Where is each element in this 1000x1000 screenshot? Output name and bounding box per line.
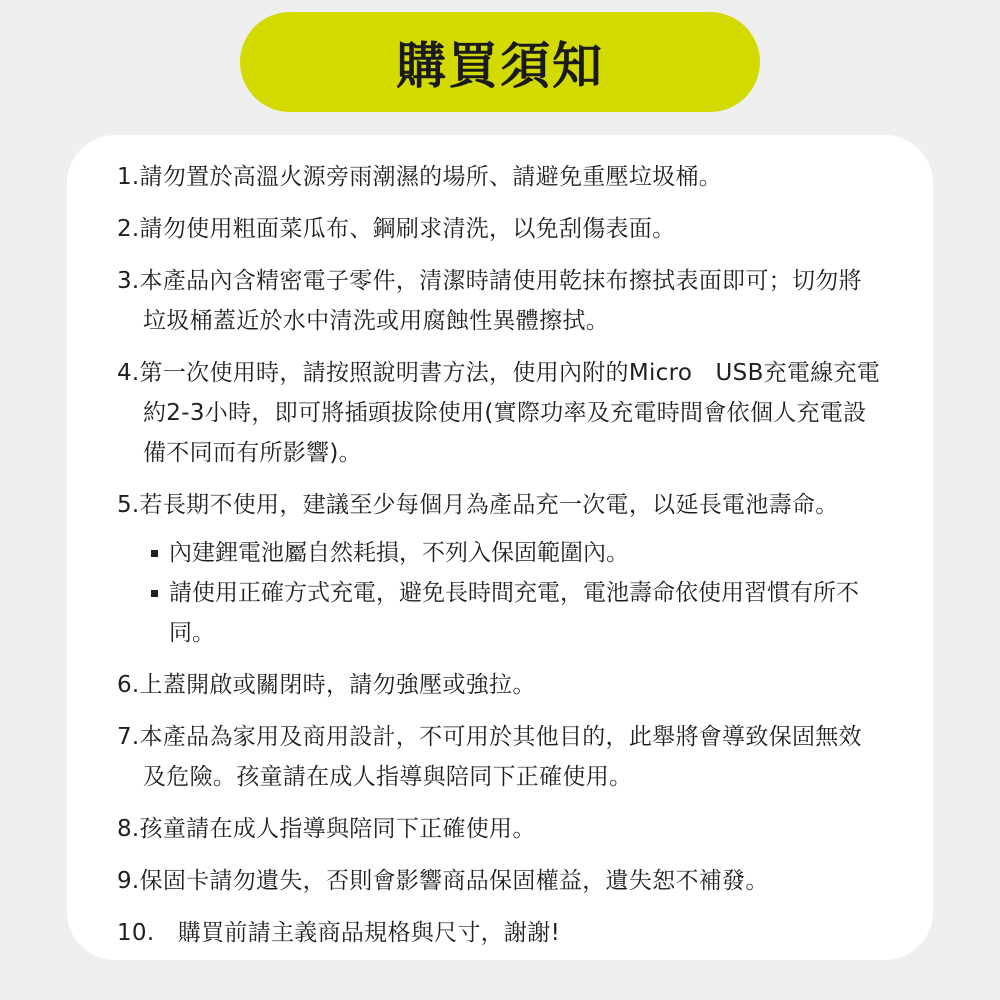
list-item [117, 157, 883, 197]
item-text: 請勿使用粗面菜瓜布、鋼刷求清洗，以免刮傷表面。 [139, 216, 676, 242]
list-item [117, 913, 883, 953]
list-item [117, 861, 883, 901]
item-text: 本產品內含精密電子零件，清潔時請使用乾抹布擦拭表面即可；切勿將垃圾桶蓋近於水中清洗或用腐蝕性異體擦拭。 [139, 268, 862, 334]
list-item [117, 717, 883, 797]
list-item [117, 261, 883, 341]
item-number: 2. [117, 216, 140, 242]
title-banner [240, 12, 760, 112]
list-item [117, 665, 883, 705]
notice-card [67, 135, 933, 960]
item-text: 上蓋開啟或關閉時，請勿強壓或強拉。 [139, 672, 536, 698]
item-number: 3. [117, 268, 140, 294]
item-number: 1. [117, 164, 140, 190]
page-title: 購買須知 [396, 37, 604, 95]
sub-list-item [117, 573, 883, 653]
item-text: 請勿置於高溫火源旁雨潮濕的場所、請避免重壓垃圾桶。 [139, 164, 723, 190]
item-number: 5. [117, 492, 140, 518]
item-number: 9. [117, 868, 140, 894]
item-text: 孩童請在成人指導與陪同下正確使用。 [139, 816, 536, 842]
item-text: 若長期不使用，建議至少每個月為產品充一次電，以延長電池壽命。 [139, 492, 839, 518]
item-text: 購買前請主義商品規格與尺寸，謝謝! [154, 920, 561, 946]
sub-list [117, 533, 883, 653]
sub-item-text: 請使用正確方式充電，避免長時間充電，電池壽命依使用習慣有所不同。 [169, 580, 859, 646]
list-item [117, 353, 883, 473]
item-text: 保固卡請勿遺失，否則會影響商品保固權益，遺失恕不補發。 [139, 868, 769, 894]
item-text: 第一次使用時，請按照說明書方法，使用內附的Micro USB充電線充電約2-3小時，即可將插頭拔除使用(實際功率及充電時間會依個人充電設備不同而有所影響)。 [139, 360, 881, 466]
square-bullet-icon [151, 550, 158, 557]
item-number: 7. [117, 724, 140, 750]
sub-list-item [117, 533, 883, 573]
item-text: 本產品為家用及商用設計，不可用於其他目的，此舉將會導致保固無效及危險。孩童請在成人指導與陪同下正確使用。 [139, 724, 862, 790]
item-number: 8. [117, 816, 140, 842]
sub-item-text: 內建鋰電池屬自然耗損，不列入保固範圍內。 [169, 540, 629, 566]
square-bullet-icon [151, 590, 158, 597]
item-number: 4. [117, 360, 140, 386]
list-item [117, 485, 883, 525]
item-number: 6. [117, 672, 140, 698]
item-number: 10. [117, 920, 155, 946]
list-item [117, 809, 883, 849]
list-item [117, 209, 883, 249]
